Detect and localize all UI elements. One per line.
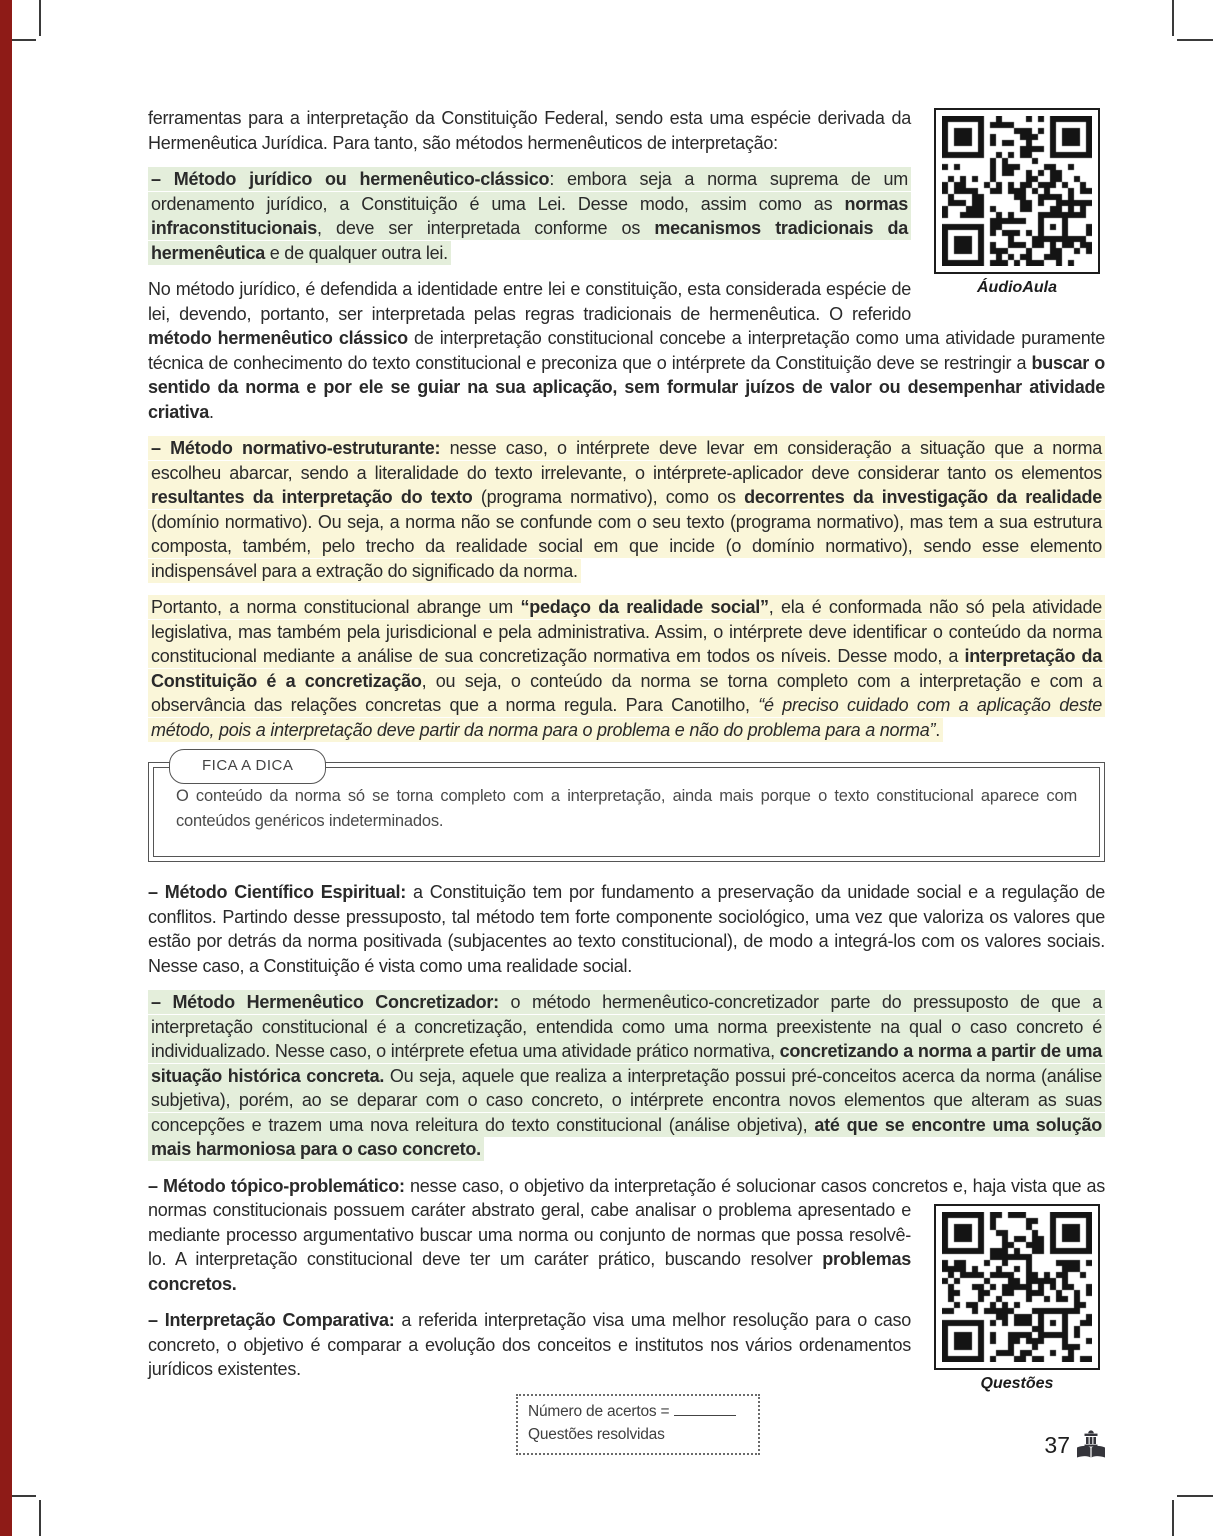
- paragraph: – Método Hermenêutico Concretizador: o método hermenêutico-concretizador parte do pressuposto de que a interpretação constitucional é a concretização, entendida como uma norma preexistente na qual o caso concreto é individualizado. Nesse caso, o intérprete efetua uma atividade prático normativa, concretizando a norma a partir de uma situação histórica concreta. Ou seja, aquele que realiza a interpretação possui pré-conceitos acerca da norma (análise subjetiva), porém, ao se deparar com o caso concreto, o intérprete encontra novos elementos que alteram as suas concepções e trazem uma nova releitura do texto constitucional (análise objetiva), até que se encontre uma solução mais harmoniosa para o caso concreto.: [148, 990, 1105, 1162]
- page-footer: [1044, 1430, 1109, 1460]
- qr-caption: ÁudioAula: [977, 279, 1057, 296]
- paragraph: – Interpretação Comparativa: a referida interpretação visa uma melhor resolução para o caso concreto, o objetivo é comparar a evolução dos conceitos e institutos nos vários ordenamentos jurídicos existentes.: [148, 1310, 911, 1379]
- qr-code-frame: [934, 108, 1100, 274]
- paragraph: ferramentas para a interpretação da Constituição Federal, sendo esta uma espécie derivada da Hermenêutica Jurídica. Para tanto, são métodos hermenêuticos de interpretação:: [148, 108, 911, 153]
- text-flow-bottom: [148, 880, 1106, 1392]
- paragraph: – Método Científico Espiritual: a Constituição tem por fundamento a preservação da unidade social e a regulação de conflitos. Partindo desse pressuposto, tal método tem forte componente sociológico, uma vez que valoriza os valores que estão por detrás da norma positivada (subjacentes ao texto constitucional), de modo a integrá-los com os valores sociais. Nesse caso, a Constituição é vista como uma realidade social.: [148, 882, 1105, 976]
- qr-code-audioaula: [929, 108, 1105, 298]
- crop-mark-bottom-left: [39, 1500, 41, 1536]
- score-line-1: Número de acertos =: [528, 1400, 748, 1423]
- paragraph: – Método tópico-problemático: nesse caso, o objetivo da interpretação é solucionar casos concretos e, haja Questões vista que as normas constitucionais possuem caráter abstrato geral, cabe analisar o problema apresentado e mediante processo argumentativo buscar uma norma ou conjunto de normas que possa resolvê-lo. A interpretação constitucional deve ter um caráter prático, buscando resolver problemas concretos.: [148, 1175, 1106, 1392]
- paragraph: – Método jurídico ou hermenêutico-clássico: embora seja a norma suprema de um ordenamento jurídico, a Constituição é uma Lei. Desse modo, assim como as normas infraconstitucionais, deve ser interpretada conforme os mecanismos tradicionais da hermenêutica e de qualquer outra lei.: [148, 167, 1105, 265]
- crop-mark-top-right: [1172, 0, 1174, 36]
- book-temple-logo-icon: [1073, 1430, 1109, 1460]
- crop-mark-top-right: [1177, 39, 1213, 41]
- text-flow-top: [148, 106, 1105, 742]
- qr-code-frame: [934, 1204, 1100, 1370]
- crop-mark-bottom-right: [1172, 1500, 1174, 1536]
- crop-mark-bottom-right: [1177, 1495, 1213, 1497]
- qr-code-icon: [942, 116, 1092, 266]
- paragraph: Portanto, a norma constitucional abrange um “pedaço da realidade social”, ela é conformada não só pela atividade legislativa, mas também pela jurisdicional e pela administrativa. Assim, o intérprete deve identificar o conteúdo da norma constitucional mediante a análise de sua concretização normativa em todos os níveis. Desse modo, a interpretação da Constituição é a concretização, ou seja, o conteúdo da norma se torna completo com a interpretação e com a observância das relações concretas que a norma regula. Para Canotilho, “é preciso cuidado com a aplicação deste método, pois a interpretação deve partir da norma para o problema e não do problema para a norma”.: [148, 595, 1105, 742]
- qr-code-questoes: [929, 1204, 1105, 1394]
- score-box: [516, 1394, 760, 1455]
- page-content: [148, 106, 1105, 1455]
- score-blank-line: [674, 1402, 736, 1416]
- tip-box-text: O conteúdo da norma só se torna completo com a interpretação, ainda mais porque o texto constitucional aparece com conteúdos genéricos indeterminados.: [176, 787, 1077, 830]
- paragraph: No método jurídico, é defendida a identidade entre lei e constituição, esta considerada espécie de lei, devendo, portanto, ser interpretada pelas regras tradicionais de hermenêutica. O referido método hermenêutico clássico de interpretação constitucional concebe a interpretação como uma atividade puramente técnica de conhecimento do texto constitucional e preconiza que o intérprete da Constituição deve se restringir a buscar o sentido da norma e por ele se guiar na sua aplicação, sem formular juízos de valor ou desempenhar atividade criativa.: [148, 279, 1105, 422]
- page-edge-stripe: [0, 0, 12, 1536]
- qr-caption: Questões: [980, 1375, 1054, 1392]
- score-line-2: Questões resolvidas: [528, 1425, 665, 1443]
- tip-box-label: FICA A DICA: [169, 749, 326, 784]
- page-number: 37: [1044, 1431, 1070, 1458]
- tip-box: [148, 757, 1105, 862]
- paragraph: – Método normativo-estruturante: nesse caso, o intérprete deve levar em consideração a situação que a norma escolheu abarcar, sendo a literalidade do texto irrelevante, o intérprete-aplicador deve considerar tanto os elementos resultantes da interpretação do texto (programa normativo), como os decorrentes da investigação da realidade (domínio normativo). Ou seja, a norma não se confunde com o seu texto (programa normativo), mas tem a sua estrutura composta, também, pelo trecho da realidade social em que incide (o domínio normativo), sendo esse elemento indispensável para a extração do significado da norma.: [148, 436, 1105, 583]
- crop-mark-top-left: [39, 0, 41, 36]
- qr-code-icon: [942, 1212, 1092, 1362]
